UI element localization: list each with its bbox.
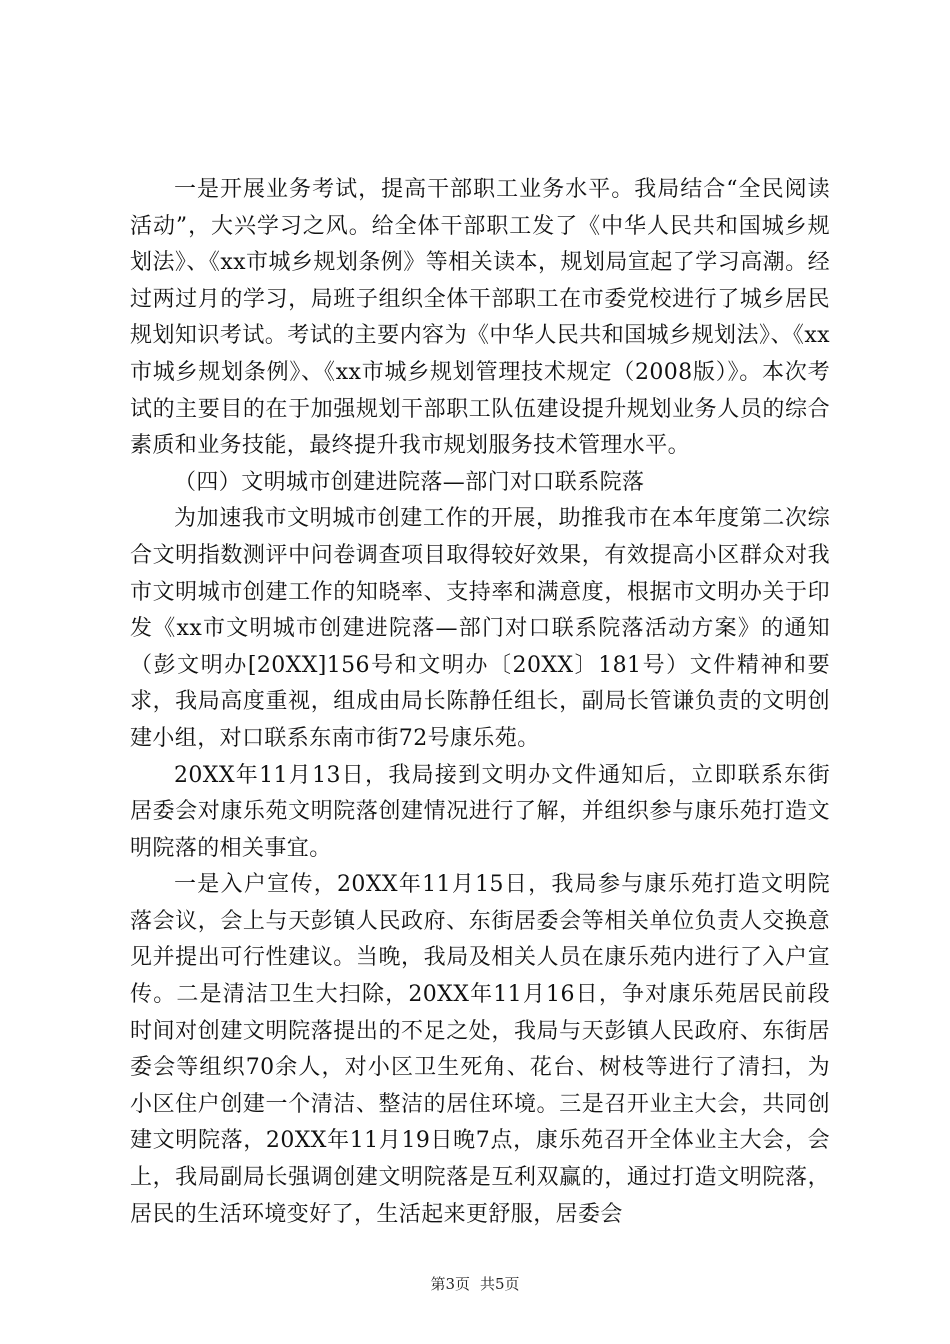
paragraph-activities: 一是入户宣传，20XX年11月15日，我局参与康乐苑打造文明院落会议，会上与天彭镇人民政府、东街居委会等相关单位负责人交换意见并提出可行性建议。当晚，我局及相关人员在康乐苑内进行了入户宣传。二是清洁卫生大扫除，20XX年11月16日，争对康乐苑居民前段时间对创建文明院落提出的不足之处，我局与天彭镇人民政府、东街居委会等组织70余人，对小区卫生死角、花台、树枝等进行了清扫，为小区住户创建一个清洁、整洁的居住环境。三是召开业主大会，共同创建文明院落，20XX年11月19日晚7点，康乐苑召开全体业主大会，会上，我局副局长强调创建文明院落是互利双赢的，通过打造文明院落，居民的生活环境变好了，生活起来更舒服，居委会: [130, 872, 830, 1227]
paragraph-civilization-campaign: 为加速我市文明城市创建工作的开展，助推我市在本年度第二次综合文明指数测评中问卷调查项目取得较好效果，有效提高小区群众对我市文明城市创建工作的知晓率、支持率和满意度，根据市文明办关于印发《xx市文明城市创建进院落—部门对口联系院落活动方案》的通知（彭文明办[20XX]156号和文明办〔20XX〕181号）文件精神和要求，我局高度重视，组成由局长陈静任组长，副局长管谦负责的文明创建小组，对口联系东南市街72号康乐苑。: [130, 506, 830, 751]
page-number-current: 第3页: [430, 1275, 470, 1293]
document-body: [130, 172, 830, 1233]
page-number-total: 共5页: [480, 1275, 520, 1293]
paragraph-exam: 一是开展业务考试，提高干部职工业务水平。我局结合“全民阅读活动”，大兴学习之风。给全体干部职工发了《中华人民共和国城乡规划法》、《xx市城乡规划条例》等相关读本，规划局宣起了学习高潮。经过两过月的学习，局班子组织全体干部职工在市委党校进行了城乡居民规划知识考试。考试的主要内容为《中华人民共和国城乡规划法》、《xx市城乡规划条例》、《xx市城乡规划管理技术规定（2008版）》。本次考试的主要目的在于加强规划干部职工队伍建设提升规划业务人员的综合素质和业务技能，最终提升我市规划服务技术管理水平。: [130, 177, 830, 459]
paragraph-notification: 20XX年11月13日，我局接到文明办文件通知后，立即联系东街居委会对康乐苑文明院落创建情况进行了解，并组织参与康乐苑打造文明院落的相关事宜。: [130, 762, 830, 861]
section-heading: （四）文明城市创建进院落—部门对口联系院落: [174, 469, 645, 495]
page-footer: [0, 1274, 950, 1294]
